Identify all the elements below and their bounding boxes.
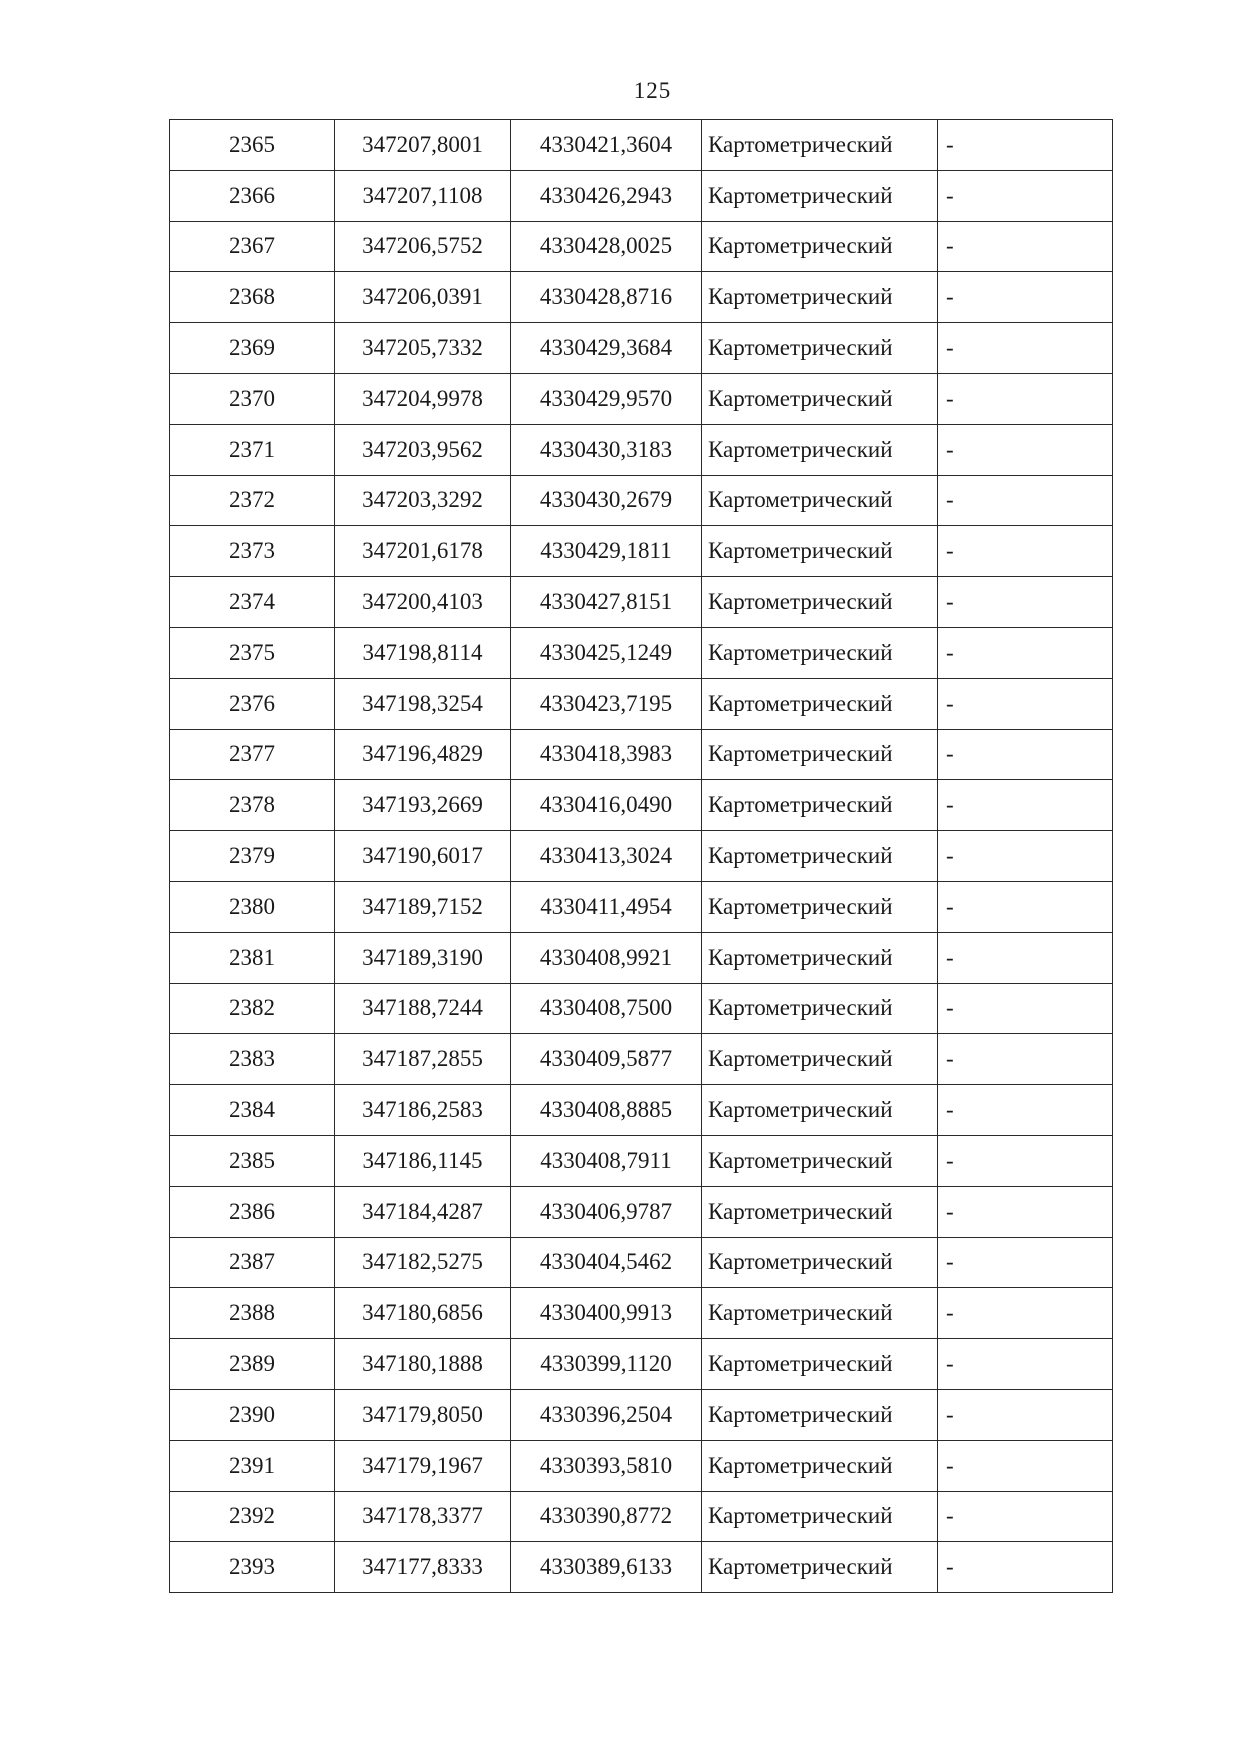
table-row — [170, 1237, 1113, 1288]
point-number-cell: 2374 — [170, 577, 335, 628]
point-number-cell: 2380 — [170, 881, 335, 932]
x-coordinate-cell: 347189,7152 — [335, 881, 511, 932]
y-coordinate-cell: 4330418,3983 — [511, 729, 702, 780]
method-cell: Картометрический — [702, 627, 938, 678]
method-cell: Картометрический — [702, 1389, 938, 1440]
point-number-cell: 2376 — [170, 678, 335, 729]
y-coordinate-cell: 4330406,9787 — [511, 1186, 702, 1237]
y-coordinate-cell: 4330390,8772 — [511, 1491, 702, 1542]
y-coordinate-cell: 4330389,6133 — [511, 1542, 702, 1593]
note-cell: - — [938, 221, 1113, 272]
method-cell: Картометрический — [702, 373, 938, 424]
x-coordinate-cell: 347201,6178 — [335, 526, 511, 577]
x-coordinate-cell: 347193,2669 — [335, 780, 511, 831]
x-coordinate-cell: 347177,8333 — [335, 1542, 511, 1593]
point-number-cell: 2369 — [170, 323, 335, 374]
x-coordinate-cell: 347186,2583 — [335, 1085, 511, 1136]
table-row — [170, 120, 1113, 171]
note-cell: - — [938, 1440, 1113, 1491]
x-coordinate-cell: 347182,5275 — [335, 1237, 511, 1288]
table-row — [170, 1339, 1113, 1390]
y-coordinate-cell: 4330428,8716 — [511, 272, 702, 323]
point-number-cell: 2379 — [170, 831, 335, 882]
x-coordinate-cell: 347188,7244 — [335, 983, 511, 1034]
note-cell: - — [938, 881, 1113, 932]
page-number: 125 — [633, 78, 672, 103]
y-coordinate-cell: 4330404,5462 — [511, 1237, 702, 1288]
x-coordinate-cell: 347207,8001 — [335, 120, 511, 171]
note-cell: - — [938, 577, 1113, 628]
method-cell: Картометрический — [702, 1288, 938, 1339]
table-row — [170, 1085, 1113, 1136]
point-number-cell: 2389 — [170, 1339, 335, 1390]
method-cell: Картометрический — [702, 1440, 938, 1491]
note-cell: - — [938, 526, 1113, 577]
table-row — [170, 424, 1113, 475]
method-cell: Картометрический — [702, 831, 938, 882]
table-row — [170, 1288, 1113, 1339]
point-number-cell: 2381 — [170, 932, 335, 983]
point-number-cell: 2392 — [170, 1491, 335, 1542]
x-coordinate-cell: 347206,5752 — [335, 221, 511, 272]
point-number-cell: 2386 — [170, 1186, 335, 1237]
y-coordinate-cell: 4330408,9921 — [511, 932, 702, 983]
table-row — [170, 1389, 1113, 1440]
method-cell: Картометрический — [702, 1339, 938, 1390]
point-number-cell: 2384 — [170, 1085, 335, 1136]
y-coordinate-cell: 4330409,5877 — [511, 1034, 702, 1085]
method-cell: Картометрический — [702, 780, 938, 831]
table-row — [170, 577, 1113, 628]
note-cell: - — [938, 678, 1113, 729]
note-cell: - — [938, 1186, 1113, 1237]
x-coordinate-cell: 347198,3254 — [335, 678, 511, 729]
y-coordinate-cell: 4330426,2943 — [511, 170, 702, 221]
point-number-cell: 2368 — [170, 272, 335, 323]
y-coordinate-cell: 4330430,2679 — [511, 475, 702, 526]
point-number-cell: 2382 — [170, 983, 335, 1034]
point-number-cell: 2367 — [170, 221, 335, 272]
x-coordinate-cell: 347205,7332 — [335, 323, 511, 374]
method-cell: Картометрический — [702, 1186, 938, 1237]
note-cell: - — [938, 1339, 1113, 1390]
note-cell: - — [938, 729, 1113, 780]
y-coordinate-cell: 4330423,7195 — [511, 678, 702, 729]
point-number-cell: 2387 — [170, 1237, 335, 1288]
y-coordinate-cell: 4330411,4954 — [511, 881, 702, 932]
x-coordinate-cell: 347203,9562 — [335, 424, 511, 475]
y-coordinate-cell: 4330430,3183 — [511, 424, 702, 475]
table-row — [170, 373, 1113, 424]
y-coordinate-cell: 4330393,5810 — [511, 1440, 702, 1491]
x-coordinate-cell: 347187,2855 — [335, 1034, 511, 1085]
x-coordinate-cell: 347179,1967 — [335, 1440, 511, 1491]
x-coordinate-cell: 347180,1888 — [335, 1339, 511, 1390]
table-row — [170, 983, 1113, 1034]
method-cell: Картометрический — [702, 577, 938, 628]
note-cell: - — [938, 1034, 1113, 1085]
point-number-cell: 2378 — [170, 780, 335, 831]
x-coordinate-cell: 347190,6017 — [335, 831, 511, 882]
x-coordinate-cell: 347178,3377 — [335, 1491, 511, 1542]
table-row — [170, 475, 1113, 526]
y-coordinate-cell: 4330400,9913 — [511, 1288, 702, 1339]
note-cell: - — [938, 1288, 1113, 1339]
method-cell: Картометрический — [702, 678, 938, 729]
table-row — [170, 831, 1113, 882]
method-cell: Картометрический — [702, 1237, 938, 1288]
method-cell: Картометрический — [702, 1491, 938, 1542]
y-coordinate-cell: 4330421,3604 — [511, 120, 702, 171]
y-coordinate-cell: 4330429,1811 — [511, 526, 702, 577]
y-coordinate-cell: 4330425,1249 — [511, 627, 702, 678]
table-row — [170, 1034, 1113, 1085]
point-number-cell: 2393 — [170, 1542, 335, 1593]
point-number-cell: 2371 — [170, 424, 335, 475]
x-coordinate-cell: 347198,8114 — [335, 627, 511, 678]
point-number-cell: 2365 — [170, 120, 335, 171]
table-row — [170, 1186, 1113, 1237]
y-coordinate-cell: 4330408,7911 — [511, 1135, 702, 1186]
y-coordinate-cell: 4330427,8151 — [511, 577, 702, 628]
note-cell: - — [938, 983, 1113, 1034]
note-cell: - — [938, 373, 1113, 424]
table-row — [170, 1135, 1113, 1186]
method-cell: Картометрический — [702, 221, 938, 272]
note-cell: - — [938, 1491, 1113, 1542]
note-cell: - — [938, 1135, 1113, 1186]
table-row — [170, 881, 1113, 932]
note-cell: - — [938, 1542, 1113, 1593]
table-row — [170, 780, 1113, 831]
table-row — [170, 170, 1113, 221]
point-number-cell: 2388 — [170, 1288, 335, 1339]
table-row — [170, 272, 1113, 323]
point-number-cell: 2383 — [170, 1034, 335, 1085]
method-cell: Картометрический — [702, 120, 938, 171]
x-coordinate-cell: 347180,6856 — [335, 1288, 511, 1339]
x-coordinate-cell: 347196,4829 — [335, 729, 511, 780]
method-cell: Картометрический — [702, 932, 938, 983]
point-number-cell: 2391 — [170, 1440, 335, 1491]
method-cell: Картометрический — [702, 1034, 938, 1085]
point-number-cell: 2377 — [170, 729, 335, 780]
note-cell: - — [938, 170, 1113, 221]
table-row — [170, 323, 1113, 374]
y-coordinate-cell: 4330396,2504 — [511, 1389, 702, 1440]
note-cell: - — [938, 475, 1113, 526]
point-number-cell: 2390 — [170, 1389, 335, 1440]
method-cell: Картометрический — [702, 526, 938, 577]
point-number-cell: 2372 — [170, 475, 335, 526]
table-row — [170, 678, 1113, 729]
y-coordinate-cell: 4330429,9570 — [511, 373, 702, 424]
x-coordinate-cell: 347186,1145 — [335, 1135, 511, 1186]
coordinates-table — [169, 119, 1113, 1593]
table-row — [170, 1542, 1113, 1593]
note-cell: - — [938, 120, 1113, 171]
y-coordinate-cell: 4330408,8885 — [511, 1085, 702, 1136]
table-row — [170, 1440, 1113, 1491]
table-row — [170, 729, 1113, 780]
note-cell: - — [938, 831, 1113, 882]
method-cell: Картометрический — [702, 983, 938, 1034]
note-cell: - — [938, 627, 1113, 678]
x-coordinate-cell: 347184,4287 — [335, 1186, 511, 1237]
method-cell: Картометрический — [702, 1135, 938, 1186]
note-cell: - — [938, 780, 1113, 831]
y-coordinate-cell: 4330408,7500 — [511, 983, 702, 1034]
point-number-cell: 2366 — [170, 170, 335, 221]
point-number-cell: 2375 — [170, 627, 335, 678]
point-number-cell: 2373 — [170, 526, 335, 577]
method-cell: Картометрический — [702, 323, 938, 374]
note-cell: - — [938, 323, 1113, 374]
y-coordinate-cell: 4330413,3024 — [511, 831, 702, 882]
coordinates-table-body — [170, 120, 1113, 1593]
y-coordinate-cell: 4330429,3684 — [511, 323, 702, 374]
note-cell: - — [938, 424, 1113, 475]
x-coordinate-cell: 347204,9978 — [335, 373, 511, 424]
method-cell: Картометрический — [702, 272, 938, 323]
point-number-cell: 2370 — [170, 373, 335, 424]
method-cell: Картометрический — [702, 1542, 938, 1593]
y-coordinate-cell: 4330399,1120 — [511, 1339, 702, 1390]
method-cell: Картометрический — [702, 729, 938, 780]
note-cell: - — [938, 932, 1113, 983]
x-coordinate-cell: 347200,4103 — [335, 577, 511, 628]
table-row — [170, 221, 1113, 272]
x-coordinate-cell: 347206,0391 — [335, 272, 511, 323]
x-coordinate-cell: 347207,1108 — [335, 170, 511, 221]
table-row — [170, 526, 1113, 577]
method-cell: Картометрический — [702, 170, 938, 221]
method-cell: Картометрический — [702, 1085, 938, 1136]
method-cell: Картометрический — [702, 475, 938, 526]
method-cell: Картометрический — [702, 424, 938, 475]
x-coordinate-cell: 347179,8050 — [335, 1389, 511, 1440]
table-row — [170, 627, 1113, 678]
point-number-cell: 2385 — [170, 1135, 335, 1186]
note-cell: - — [938, 1085, 1113, 1136]
method-cell: Картометрический — [702, 881, 938, 932]
y-coordinate-cell: 4330416,0490 — [511, 780, 702, 831]
x-coordinate-cell: 347189,3190 — [335, 932, 511, 983]
y-coordinate-cell: 4330428,0025 — [511, 221, 702, 272]
table-row — [170, 1491, 1113, 1542]
note-cell: - — [938, 272, 1113, 323]
x-coordinate-cell: 347203,3292 — [335, 475, 511, 526]
note-cell: - — [938, 1237, 1113, 1288]
table-row — [170, 932, 1113, 983]
note-cell: - — [938, 1389, 1113, 1440]
